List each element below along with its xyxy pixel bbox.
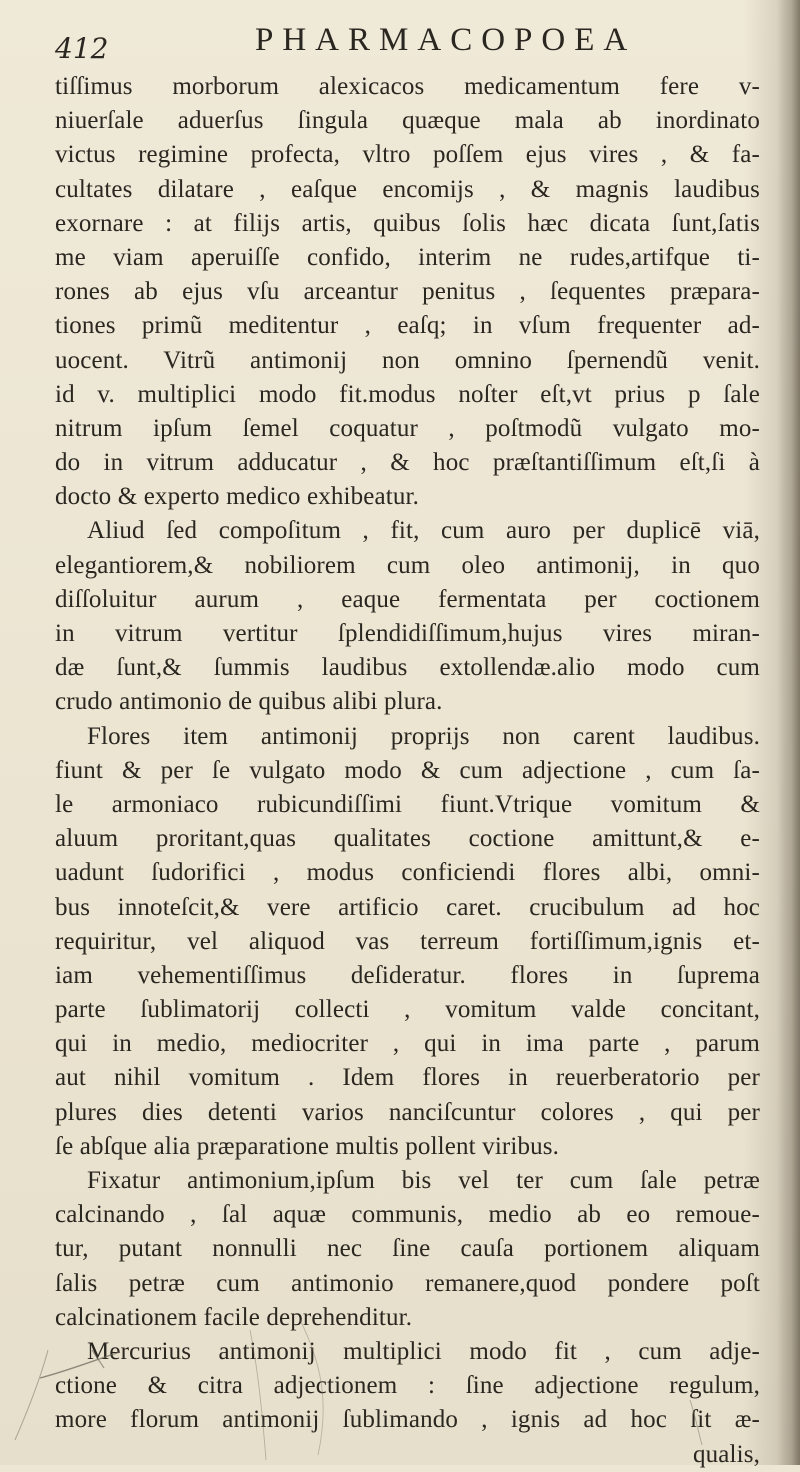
page-number: 412 <box>55 32 109 65</box>
text-line: crudo antimonio de quibus alibi plura. <box>55 688 443 716</box>
text-line: me viam aperuiſſe confido, interim ne rudes,artifque ti- <box>55 243 760 271</box>
text-line: victus regimine profecta, vltro poſſem ejus vires , & fa- <box>55 141 760 169</box>
text-line: nitrum ipſum ſemel coquatur , poſtmodũ vulgato mo- <box>55 414 760 442</box>
text-line: exornare : at filijs artis, quibus ſolis hæc dicata ſunt,ſatis <box>55 209 760 237</box>
text-line: Fixatur antimonium,ipſum bis vel ter cum ſale petræ <box>87 1167 760 1194</box>
text-line: iam vehementiſſimus deſideratur. flores in ſuprema <box>55 961 760 989</box>
text-line: tur, putant nonnulli nec ſine cauſa portionem aliquam <box>55 1235 760 1263</box>
text-line: qualis, <box>692 1440 760 1468</box>
text-line: Flores item antimonij proprijs non carent laudibus. <box>87 722 760 750</box>
text-line: tiones primũ meditentur , eaſq; in vſum frequenter ad- <box>55 312 760 340</box>
text-line: ctione & citra adjectionem : ſine adjectione regulum, <box>55 1372 760 1400</box>
text-line: ſalis petræ cum antimonio remanere,quod pondere poſt <box>55 1269 760 1297</box>
text-line: ſe abſque alia præparatione multis pollent viribus. <box>55 1132 560 1160</box>
text-line: plures dies detenti varios nanciſcuntur colores , qui per <box>55 1098 760 1126</box>
text-line: aut nihil vomitum . Idem flores in reuerberatorio per <box>55 1064 760 1092</box>
text-line: le armoniaco rubicundiſſimi fiunt.Vtrique vomitum & <box>55 790 760 818</box>
text-line: calcinationem facile deprehenditur. <box>55 1303 413 1331</box>
text-line: bus innoteſcit,& vere artificio caret. crucibulum ad hoc <box>55 893 760 921</box>
text-line: tiſſimus morborum alexicacos medicamentum fere v- <box>55 73 760 100</box>
text-line: calcinando , ſal aquæ communis, medio ab eo remoue- <box>55 1201 760 1229</box>
text-line: do in vitrum adducatur , & hoc præſtantiſſimum eſt,ſi à <box>55 449 760 477</box>
text-line: uocent. Vitrũ antimonij non omnino ſpernendũ venit. <box>55 346 760 374</box>
text-line: cultates dilatare , eaſque encomijs , & magnis laudibus <box>55 175 760 203</box>
text-line: uadunt ſudorifici , modus conficiendi flores albi, omni- <box>55 859 760 887</box>
text-line: parte ſublimatorij collecti , vomitum valde concitant, <box>55 996 760 1024</box>
text-line: requiritur, vel aliquod vas terreum fortiſſimum,ignis et- <box>55 927 760 955</box>
text-line: Mercurius antimonij multiplici modo fit , cum adje- <box>87 1337 760 1365</box>
text-line: fiunt & per ſe vulgato modo & cum adjectione , cum ſa- <box>55 756 760 784</box>
text-line: rones ab ejus vſu arceantur penitus , ſequentes præpara- <box>55 278 760 306</box>
text-line: qui in medio, mediocriter , qui in ima parte , parum <box>55 1030 760 1058</box>
text-line: more florum antimonij ſublimando , ignis ad hoc ſit æ- <box>55 1406 760 1434</box>
text-line: dæ ſunt,& ſummis laudibus extollendæ.alio modo cum <box>55 654 760 682</box>
running-title: PHARMACOPOEA <box>255 22 637 58</box>
page-header <box>55 18 755 64</box>
text-line: in vitrum vertitur ſplendidiſſimum,hujus vires miran- <box>55 620 760 647</box>
text-line: id v. multiplici modo fit.modus noſter eſt,vt prius p ſale <box>55 380 760 408</box>
text-line: elegantiorem,& nobiliorem cum oleo antimonij, in quo <box>55 551 760 579</box>
text-line: niuerſale aduerſus ſingula quæque mala ab inordinato <box>55 107 760 135</box>
body-text <box>55 70 760 1472</box>
text-line: aluum proritant,quas qualitates coctione amittunt,& e- <box>55 825 760 853</box>
text-line: docto & experto medico exhibeatur. <box>55 483 420 511</box>
text-line: diſſoluitur aurum , eaque fermentata per coctionem <box>55 585 760 613</box>
text-line: Aliud ſed compoſitum , fit, cum auro per duplicē viā, <box>87 517 760 545</box>
page-gutter-shadow <box>778 0 800 1465</box>
